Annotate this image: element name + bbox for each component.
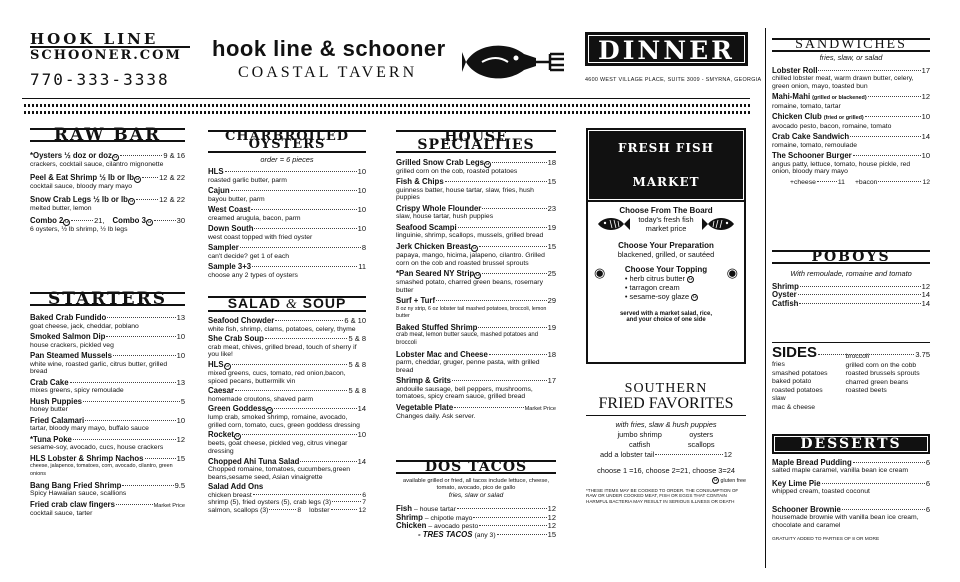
taco-item: Chicken – avocado pesto 12 <box>396 521 556 531</box>
menu-item: *Oysters ½ doz or doz G 9 & 16 crackers, cocktail sauce, cilantro mignonette <box>30 151 185 169</box>
gluten-free-icon: G <box>225 363 230 369</box>
menu-item: Vegetable Plate Market Price Changes daily. Ask server. <box>396 402 556 421</box>
menu-item: Sampler 8 can't decide? get 1 of each <box>208 243 366 260</box>
menu-item: Hush Puppies 5 honey butter <box>30 397 185 414</box>
menu-item: The Schooner Burger 10 angus patty, lettuce, tomato, house pickle, red onion, bloody mary mayo <box>772 151 930 176</box>
menu-item: Jerk Chicken Breast G 15 papaya, mango, hicima, jalapeno, cilantro. Grilled corn on the cob and roasted brussel sprouts <box>396 242 556 267</box>
starters-section <box>30 289 185 521</box>
eye-icon: ◉ <box>594 265 606 280</box>
southern-fried-section: SOUTHERN FRIED FAVORITES with fries, slaw & hush puppies jumbo shrimp catfish oysters scallops add a lobster tail 12 choose 1 =16, choose 2=21, choose 3=24 G gluten free *THESE ITEMS MAY BE COOKED TO ORDER. THE CONSUMPTION OF RAW OR UNDER COOKED MEAT, FISH OR EGGS THAT CONTAIN HARMFUL BACTERIA MAY RESULT IN SERIOUS ILLNESS OR DEATH <box>586 381 746 504</box>
menu-item: Seafood Scampi 19 linguinie, shrimp, scallops, mussels, grilled bread <box>396 223 556 240</box>
gluten-free-icon: G <box>129 197 134 204</box>
menu-item: Pan Steamed Mussels 10 white wine, roasted garlic, citrus butter, grilled bread <box>30 351 185 376</box>
topping-item: • sesame-soy glaze G <box>624 292 697 301</box>
phone-number: 770-333-3338 <box>30 70 170 89</box>
fish-icon <box>702 216 736 232</box>
menu-item: HLS 10 roasted garlic butter, parm <box>208 167 366 184</box>
addon-row: shrimp (5), fried oysters (5), crab legs (3) 7 <box>208 499 366 507</box>
starters-title: STARTERS <box>30 292 185 306</box>
menu-item: Crab Cake 13 mixes greens, spicy remoulade <box>30 378 185 395</box>
gluten-free-icon: G <box>113 154 118 161</box>
address: 4600 WEST VILLAGE PLACE, SUITE 3009 - SMYRNA, GEORGIA <box>585 77 762 83</box>
addons-title: Salad Add Ons <box>208 482 264 492</box>
menu-item: Smoked Salmon Dip 10 house crackers, pickled veg <box>30 332 185 349</box>
sandwiches-title: SANDWICHES <box>772 38 930 52</box>
gluten-free-icon: G <box>472 245 477 251</box>
menu-item: Shrimp 12 <box>772 281 930 291</box>
menu-item: Caesar 5 & 8 homemade croutons, shaved parm <box>208 386 366 403</box>
addon-row: salmon, scallops (3) 8 lobster 12 <box>208 506 367 514</box>
gluten-free-icon: G <box>692 293 697 300</box>
menu-item: Lobster Mac and Cheese 18 parm, cheddar, gruger, penne pasta, with grilled bread <box>396 349 556 374</box>
menu-item: Peel & Eat Shrimp ½ lb or lb G 12 & 22 cocktail sauce, bloody mary mayo <box>30 173 185 190</box>
menu-item: *Tuna Poke 12 sesame-soy, avocado, cucs, house crackers <box>30 435 185 452</box>
salad-soup-section <box>208 296 366 514</box>
menu-item: Snow Crab Legs ½ lb or lb G 12 & 22 melted butter, lemon <box>30 194 185 212</box>
taco-item: Fish – house tartar 12 <box>396 504 556 513</box>
menu-item: Mahi-Mahi (grilled or blackened) 12 romaine, tomato, tartar <box>772 92 930 110</box>
menu-item: Chopped Ahi Tuna Salad 14 Chopped romaine, tomatoes, cucumbers,green beans,sesame seed, Asian vinaigrette <box>208 456 366 481</box>
southern-title: SOUTHERN <box>624 381 708 396</box>
gluten-free-icon: G <box>64 219 69 226</box>
menu-item: Bang Bang Fried Shrimp 9.5 Spicy Hawaiian sauce, scallions <box>30 480 185 497</box>
menu-item: Fried Calamari 10 tartar, bloody mary mayo, buffalo sauce <box>30 416 185 433</box>
menu-item: Crab Cake Sandwich 14 romaine, tomato, remoulade <box>772 132 930 149</box>
salad-soup-title: SALAD & SOUP <box>208 296 366 312</box>
menu-item: Maple Bread Pudding 6 salted maple caramel, vanilla bean ice cream <box>772 458 930 475</box>
menu-item: Sample 3+3 11 choose any 2 types of oysters <box>208 262 366 279</box>
topping-item: • herb citrus butter G <box>624 274 693 283</box>
gratuity-note: GRATUITY ADDED TO PARTIES OF 8 OR MORE <box>772 536 880 542</box>
menu-item: Shrimp & Grits 17 andouille sausage, bell peppers, mushrooms, tomatoes, spicy cream sauce, grilled bread <box>396 376 556 401</box>
burger-extras: +cheese 11 +bacon 12 <box>790 179 930 186</box>
logo-top: HOOK LINE <box>30 32 190 48</box>
sandwiches-section: SANDWICHES fries, slaw, or salad Lobster Roll 17 chilled lobster meat, warm drawn butter, celery, green onion, mayo, toasted bun Mahi-Mahi (grilled or blackened) 12 romaine, tomato, tartar Chicken Club (fried or grilled) 10 avocado pesto, bacon, romaine, tomato Crab Cake Sandwich 14 romaine, tomato, remoulade The Schooner Burger 10 angus patty, lettuce, tomato, house pickle, red onion, bloody mary mayo +cheese 11 +bacon 12 <box>772 37 930 186</box>
restaurant-name: hook line & schooner <box>212 36 446 61</box>
menu-item: Green Goddess G 14 lump crab, smoked shrimp, romaine, avocado, grilled corn, tomato, cucs, green goddess dressing <box>208 404 366 429</box>
fish-icon <box>596 216 630 232</box>
gluten-free-icon: G <box>688 275 693 282</box>
poboys-title: POBOYS <box>772 250 930 264</box>
menu-item: Key Lime Pie 6 whipped cream, toasted coconut <box>772 479 930 496</box>
eye-icon: ◉ <box>726 265 738 280</box>
fresh-fish-market-box: FRESH FISH MARKET Choose From The Board today's fresh fish market price Choose Your Preparation blackened, grilled, or sautéed ◉ Choose Your Topping • herb citrus butter G • tarragon cream • sesame-soy glaze G ◉ served with a market salad, rice, and your choice of one side <box>586 128 746 364</box>
menu-item: Grilled Snow Crab Legs G 18 grilled corn on the cob, roasted potatoes <box>396 157 556 175</box>
fresh-fish-market-title: FRESH FISH MARKET <box>588 130 744 200</box>
house-specialties-title: HOUSE SPECIALTIES <box>396 130 556 153</box>
menu-item: Seafood Chowder 6 & 10 white fish, shrimp, clams, potatoes, celery, thyme <box>208 316 366 333</box>
topping-item: • tarragon cream <box>624 283 680 292</box>
raw-bar-section <box>30 125 185 239</box>
house-specialties-section <box>396 130 556 424</box>
gluten-free-icon: G <box>713 477 718 484</box>
southern-title-2: FRIED FAVORITES <box>586 396 746 416</box>
gluten-free-icon: G <box>135 176 140 182</box>
logo-bottom: SCHOONER.COM <box>30 48 182 63</box>
sides-list: fries smashed potatoes baked potato roasted potatoes slaw mac & cheese <box>772 361 828 411</box>
menu-item: Surf + Turf 29 8 oz ny strip, 6 oz lobster tail mashed potatoes, broccoli, lemon butter <box>396 296 556 320</box>
menu-item: Baked Crab Fundido 13 goat cheese, jack, cheddar, poblano <box>30 313 185 330</box>
menu-item: Fish & Chips 15 guinness batter, house tartar, slaw, fries, hush puppies <box>396 177 556 202</box>
gluten-free-icon: G <box>485 160 490 167</box>
menu-item: HLS Lobster & Shrimp Nachos 15 cheese, jalapenos, tomatoes, corn, avocado, cilantro, green onions <box>30 454 185 477</box>
desserts-title: DESSERTS <box>772 434 930 454</box>
gluten-free-icon: G <box>147 219 152 226</box>
menu-item: Baked Stuffed Shrimp 19 crab meat, lemon butter sauce, mashed potatoes and broccoli <box>396 322 556 346</box>
menu-item: Lobster Roll 17 chilled lobster meat, warm drawn butter, celery, green onion, mayo, toasted bun <box>772 65 930 90</box>
menu-item: She Crab Soup 5 & 8 crab meat, chives, grilled bread, touch of sherry if you like! <box>208 334 366 359</box>
menu-item: Oyster 14 <box>772 290 930 300</box>
addon-row: chicken breast 6 <box>208 491 366 499</box>
menu-item: Cajun 10 bayou butter, parm <box>208 186 366 203</box>
menu-item: *Pan Seared NY Strip G 25 smashed potato, charred green beans, rosemary butter <box>396 269 556 294</box>
sides-section: SIDES 3.75 fries smashed potatoes baked potato roasted potatoes slaw mac & cheese broccoli grilled corn on the cobb roasted brussels sprouts charred green beans roasted beets <box>772 344 930 411</box>
menu-item: Chicken Club (fried or grilled) 10 avocado pesto, bacon, romaine, tomato <box>772 112 930 130</box>
gluten-free-icon: G <box>267 407 272 414</box>
menu-item: Fried crab claw fingers Market Price cocktail sauce, tarter <box>30 499 185 517</box>
logo-box <box>30 32 190 89</box>
taco-item: Shrimp – chipotle mayo 12 <box>396 512 556 522</box>
menu-item: Catfish 14 <box>772 298 930 308</box>
raw-bar-title: RAW BAR <box>30 128 185 142</box>
sides-title: SIDES <box>772 344 818 361</box>
menu-item: Down South 10 west coast topped with fried oyster <box>208 224 366 241</box>
poboys-section: POBOYS With remoulade, romaine and tomato Shrimp 12 Oyster 14 Catfish 14 <box>772 249 930 308</box>
oysters-section: CHARBROILED OYSTERS order = 6 pieces HLS 10 roasted garlic butter, parm Cajun 10 bayou butter, parm West Coast 10 creamed arugula, bacon, parm Down South 10 west coast topped with fried oyster Sampler 8 can't decide? get 1 of each Sample 3+3 11 choose any 2 types of oysters <box>208 129 366 279</box>
dos-tacos-title: DOS TACOS <box>396 460 556 474</box>
sides-list: broccoli grilled corn on the cobb roasted brussels sprouts charred green beans roasted beets <box>845 353 920 395</box>
menu-item: Rocket G 10 beets, goat cheese, pickled veg, citrus vinegar dressing <box>208 430 366 455</box>
dos-tacos-section: DOS TACOS available grilled or fried, all tacos include lettuce, cheese, tomato, avocado, pico de gallo fries, slaw or salad Fish – house tartar 12 Shrimp – chipotle mayo 12 Chicken – avocado pesto 12 - TRES TACOS (any 3) 15 <box>396 459 556 539</box>
gluten-free-icon: G <box>235 433 240 440</box>
desserts-section <box>772 434 930 544</box>
taco-item: - TRES TACOS (any 3) 15 <box>418 529 556 539</box>
menu-type-banner: DINNER <box>585 32 748 66</box>
menu-item: Schooner Brownie 6 housemade brownie with vanilla bean ice cream, chocolate and caramel <box>772 505 930 529</box>
gluten-free-icon: G <box>475 272 480 279</box>
menu-item: Crispy Whole Flounder 23 slaw, house tartar, hush puppies <box>396 204 556 221</box>
fish-fork-logo-icon <box>462 40 566 84</box>
menu-item: HLS G 5 & 8 mixed greens, cucs, tomato, red onion,bacon, spiced pecans, buttermilk vin <box>208 360 366 385</box>
restaurant-tagline: COASTAL TAVERN <box>238 64 418 81</box>
menu-item: Combo 2 G 21, Combo 3 G 30 6 oysters, ½ lb shrimp, ½ lb legs <box>30 216 185 234</box>
oysters-title: CHARBROILED OYSTERS <box>208 130 366 153</box>
menu-item: West Coast 10 creamed arugula, bacon, parm <box>208 205 366 222</box>
